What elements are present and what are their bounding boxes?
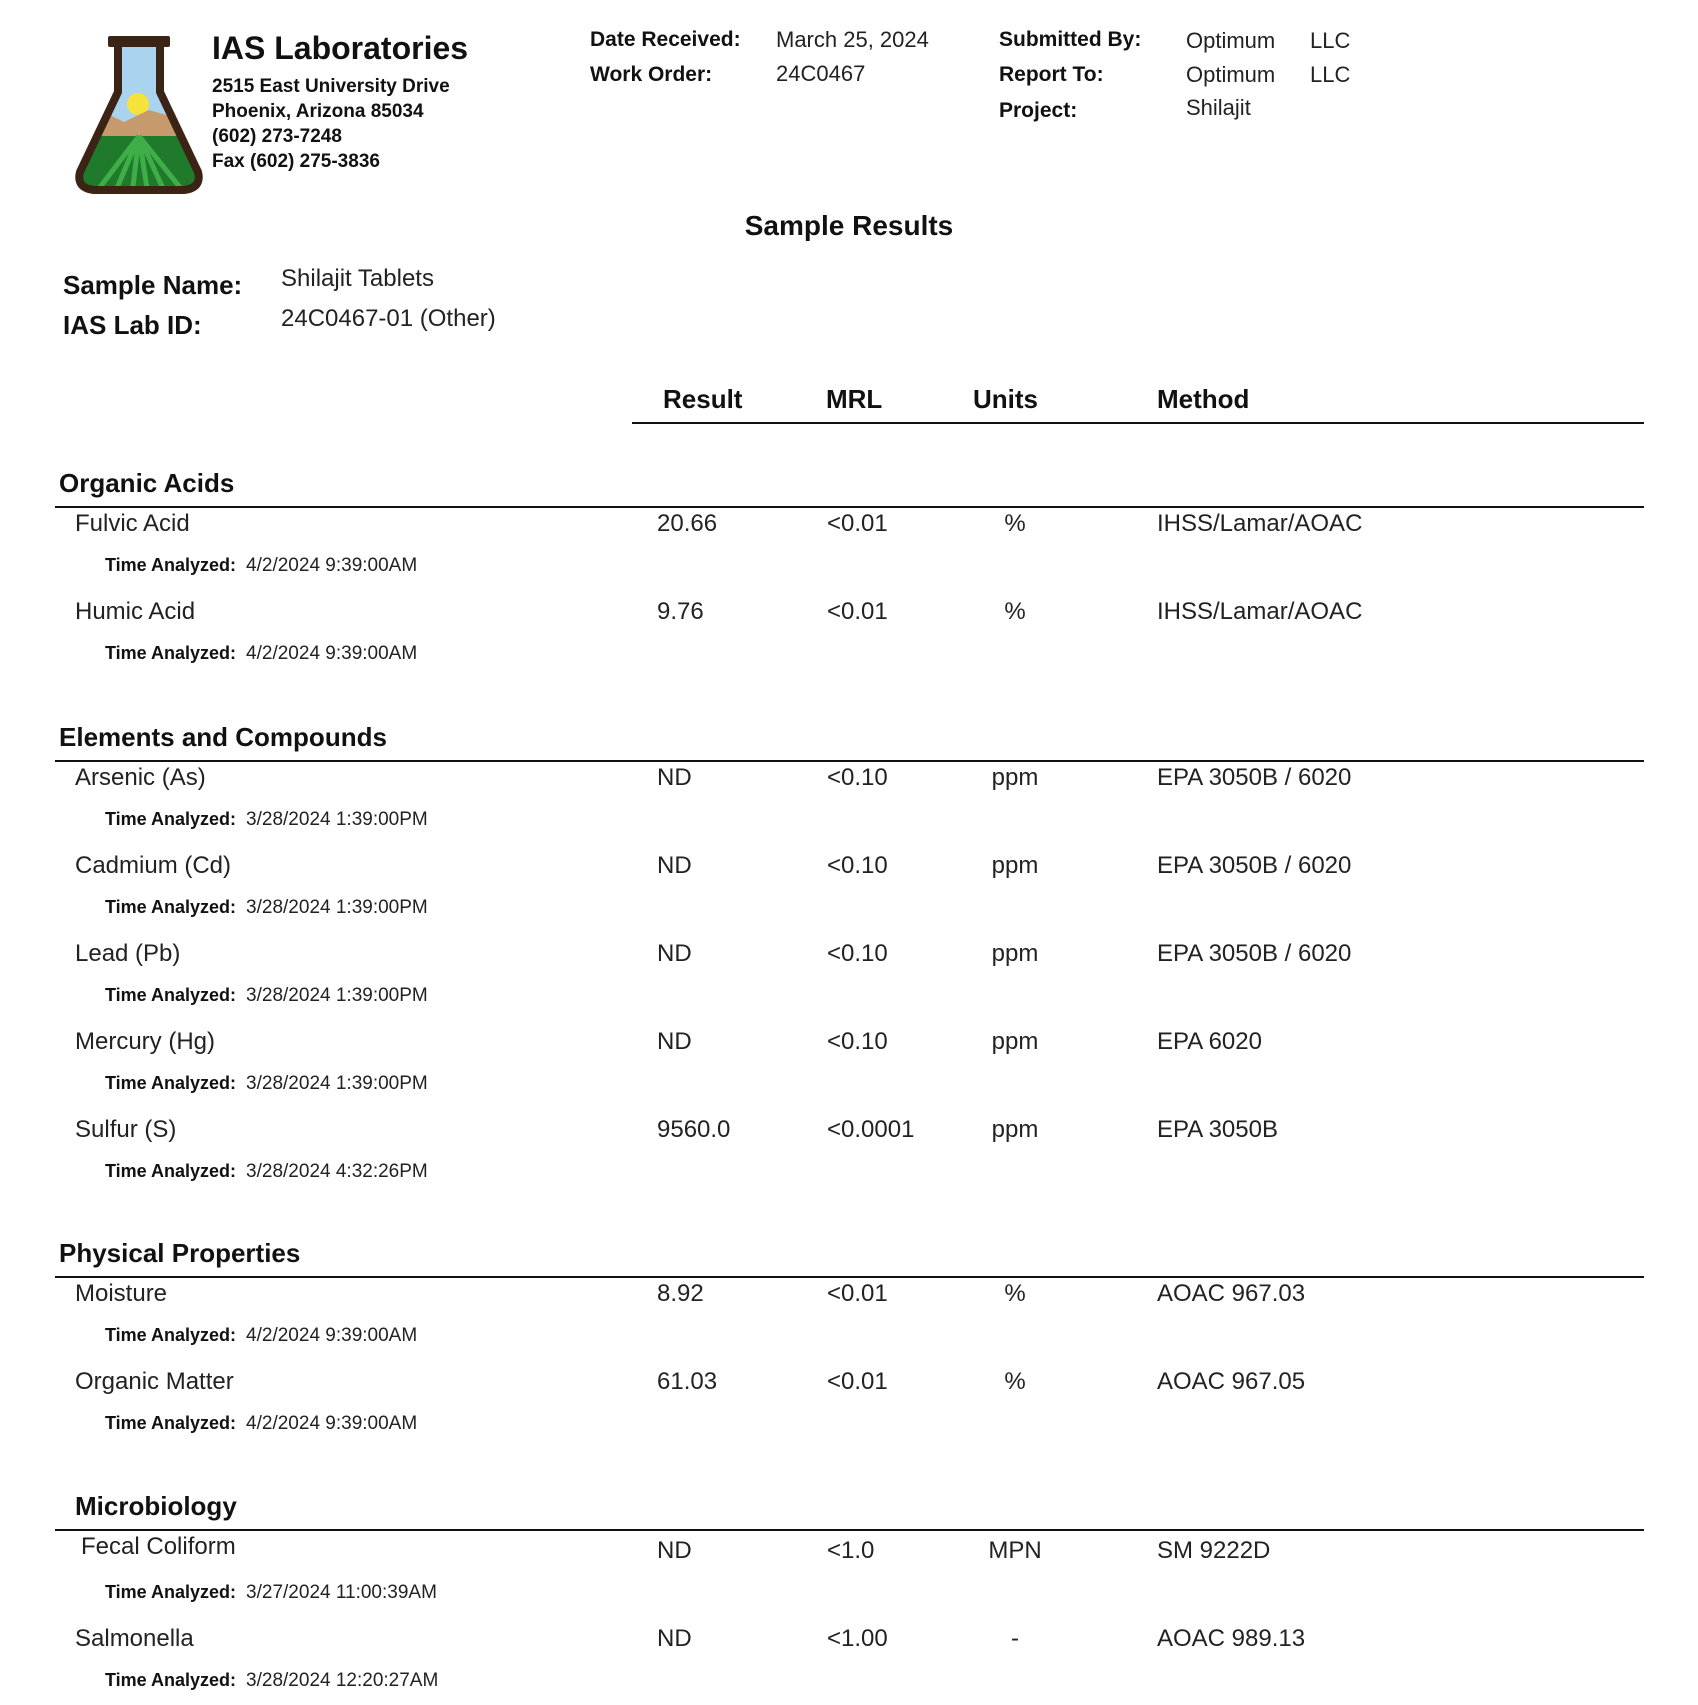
time-analyzed — [105, 1413, 417, 1435]
report-to-value-1: Optimum — [1186, 62, 1276, 87]
analyte-name: Moisture — [75, 1280, 168, 1307]
section-rule — [55, 506, 1644, 508]
time-analyzed-label: Time Analyzed: — [105, 985, 237, 1005]
time-analyzed-value: 4/2/2024 9:39:00AM — [246, 1413, 418, 1434]
analyte-name: Fulvic Acid — [75, 510, 190, 537]
result-value: ND — [657, 1625, 692, 1652]
lab-name: IAS Laboratories — [212, 30, 469, 66]
method-value: EPA 3050B — [1157, 1116, 1278, 1143]
date-received-value: March 25, 2024 — [776, 27, 929, 52]
units-value: % — [1004, 1368, 1026, 1395]
column-header-rule — [632, 422, 1644, 424]
lab-phone: (602) 273-7248 — [212, 126, 342, 147]
units-value: ppm — [991, 1116, 1039, 1143]
mrl-value: <0.0001 — [827, 1116, 915, 1143]
result-row — [0, 940, 1698, 1020]
result-row — [0, 1368, 1698, 1448]
time-analyzed-value: 4/2/2024 9:39:00AM — [246, 643, 418, 664]
time-analyzed — [105, 1073, 428, 1095]
result-value: ND — [657, 940, 692, 967]
mrl-value: <1.00 — [827, 1625, 888, 1652]
project-label: Project: — [999, 99, 1078, 122]
result-value: 8.92 — [657, 1280, 704, 1307]
time-analyzed — [105, 1325, 417, 1347]
section-title: Organic Acids — [59, 468, 235, 498]
report-to-label: Report To: — [999, 63, 1104, 86]
time-analyzed-label: Time Analyzed: — [105, 1073, 237, 1093]
section-title: Microbiology — [75, 1491, 237, 1521]
result-row — [0, 1280, 1698, 1360]
mrl-value: <0.10 — [827, 852, 888, 879]
units-value: ppm — [991, 1028, 1039, 1055]
submitted-by-label: Submitted By: — [999, 28, 1142, 51]
mrl-value: <0.01 — [827, 510, 888, 537]
method-value: EPA 6020 — [1157, 1028, 1262, 1055]
result-value: ND — [657, 852, 692, 879]
time-analyzed — [105, 643, 417, 665]
result-row — [0, 1116, 1698, 1196]
time-analyzed-label: Time Analyzed: — [105, 1670, 237, 1690]
time-analyzed — [105, 1582, 437, 1604]
method-value: IHSS/Lamar/AOAC — [1157, 598, 1363, 625]
units-value: - — [1011, 1625, 1019, 1652]
mrl-value: <0.10 — [827, 940, 888, 967]
result-row — [0, 598, 1698, 678]
lab-flask-logo — [74, 30, 204, 195]
lab-id-value: 24C0467-01 (Other) — [281, 305, 496, 332]
result-value: ND — [657, 1028, 692, 1055]
time-analyzed-value: 3/28/2024 1:39:00PM — [246, 809, 428, 830]
method-value: EPA 3050B / 6020 — [1157, 940, 1352, 967]
method-value: EPA 3050B / 6020 — [1157, 764, 1352, 791]
analyte-name: Arsenic (As) — [75, 764, 206, 791]
analyte-name: Salmonella — [75, 1625, 194, 1652]
mrl-value: <0.01 — [827, 1368, 888, 1395]
section-rule — [55, 1276, 1644, 1278]
time-analyzed — [105, 555, 417, 577]
time-analyzed-label: Time Analyzed: — [105, 1582, 237, 1602]
units-value: ppm — [991, 764, 1039, 791]
time-analyzed-label: Time Analyzed: — [105, 555, 237, 575]
method-value: AOAC 967.03 — [1157, 1280, 1306, 1307]
result-row — [0, 1533, 1698, 1617]
time-analyzed-value: 3/28/2024 1:39:00PM — [246, 897, 428, 918]
method-value: IHSS/Lamar/AOAC — [1157, 510, 1363, 537]
mrl-value: <0.10 — [827, 1028, 888, 1055]
time-analyzed — [105, 985, 428, 1007]
result-row — [0, 764, 1698, 844]
section-title: Elements and Compounds — [59, 722, 387, 752]
time-analyzed-label: Time Analyzed: — [105, 1325, 237, 1345]
result-row — [0, 852, 1698, 932]
result-value: ND — [657, 764, 692, 791]
time-analyzed-value: 3/28/2024 12:20:27AM — [246, 1670, 439, 1691]
mrl-value: <0.01 — [827, 598, 888, 625]
time-analyzed-value: 4/2/2024 9:39:00AM — [246, 555, 418, 576]
time-analyzed — [105, 1161, 428, 1183]
lab-address-line2: Phoenix, Arizona 85034 — [212, 101, 424, 122]
time-analyzed-value: 3/28/2024 1:39:00PM — [246, 985, 428, 1006]
time-analyzed-value: 3/27/2024 11:00:39AM — [246, 1582, 437, 1603]
date-received-label: Date Received: — [590, 28, 741, 51]
time-analyzed-value: 4/2/2024 9:39:00AM — [246, 1325, 418, 1346]
report-to-value-2: LLC — [1310, 62, 1351, 87]
time-analyzed-value: 3/28/2024 1:39:00PM — [246, 1073, 428, 1094]
method-value: EPA 3050B / 6020 — [1157, 852, 1352, 879]
section-rule — [55, 760, 1644, 762]
lab-fax: Fax (602) 275-3836 — [212, 151, 380, 172]
analyte-name: Humic Acid — [75, 598, 196, 625]
method-value: AOAC 967.05 — [1157, 1368, 1306, 1395]
mrl-value: <0.01 — [827, 1280, 888, 1307]
lab-address-line1: 2515 East University Drive — [212, 76, 450, 97]
units-value: % — [1004, 598, 1026, 625]
time-analyzed — [105, 1670, 438, 1692]
column-header-mrl: MRL — [826, 384, 883, 414]
analyte-name: Lead (Pb) — [75, 940, 181, 967]
method-value: SM 9222D — [1157, 1537, 1271, 1564]
result-value: ND — [657, 1537, 692, 1564]
analyte-name: Organic Matter — [75, 1368, 234, 1395]
units-value: % — [1004, 1280, 1026, 1307]
units-value: MPN — [988, 1537, 1042, 1564]
column-header-result: Result — [663, 384, 743, 414]
result-value: 9.76 — [657, 598, 704, 625]
result-value: 9560.0 — [657, 1116, 731, 1143]
analyte-name: Sulfur (S) — [75, 1116, 177, 1143]
time-analyzed-label: Time Analyzed: — [105, 897, 237, 917]
lab-id-label: IAS Lab ID: — [63, 310, 202, 340]
time-analyzed-label: Time Analyzed: — [105, 1413, 237, 1433]
analyte-name: Mercury (Hg) — [75, 1028, 216, 1055]
result-row — [0, 1028, 1698, 1108]
analyte-name: Fecal Coliform — [81, 1533, 236, 1560]
section-title: Physical Properties — [59, 1238, 301, 1268]
mrl-value: <1.0 — [827, 1537, 875, 1564]
units-value: ppm — [991, 852, 1039, 879]
result-value: 20.66 — [657, 510, 718, 537]
submitted-by-value-1: Optimum — [1186, 28, 1276, 53]
sample-name-value: Shilajit Tablets — [281, 265, 434, 292]
page-title: Sample Results — [744, 210, 954, 241]
work-order-value: 24C0467 — [776, 61, 866, 86]
submitted-by-value-2: LLC — [1310, 28, 1351, 53]
sample-name-label: Sample Name: — [63, 270, 243, 300]
units-value: % — [1004, 510, 1026, 537]
analyte-name: Cadmium (Cd) — [75, 852, 232, 879]
time-analyzed — [105, 809, 428, 831]
section-rule — [55, 1529, 1644, 1531]
work-order-label: Work Order: — [590, 63, 713, 86]
time-analyzed-label: Time Analyzed: — [105, 809, 237, 829]
mrl-value: <0.10 — [827, 764, 888, 791]
units-value: ppm — [991, 940, 1039, 967]
time-analyzed-label: Time Analyzed: — [105, 643, 237, 663]
result-row — [0, 510, 1698, 590]
time-analyzed-value: 3/28/2024 4:32:26PM — [246, 1161, 428, 1182]
time-analyzed-label: Time Analyzed: — [105, 1161, 237, 1181]
column-header-method: Method — [1157, 384, 1250, 414]
project-value: Shilajit — [1186, 95, 1251, 120]
method-value: AOAC 989.13 — [1157, 1625, 1306, 1652]
result-value: 61.03 — [657, 1368, 718, 1395]
result-row — [0, 1625, 1698, 1705]
column-header-units: Units — [973, 384, 1038, 414]
time-analyzed — [105, 897, 428, 919]
